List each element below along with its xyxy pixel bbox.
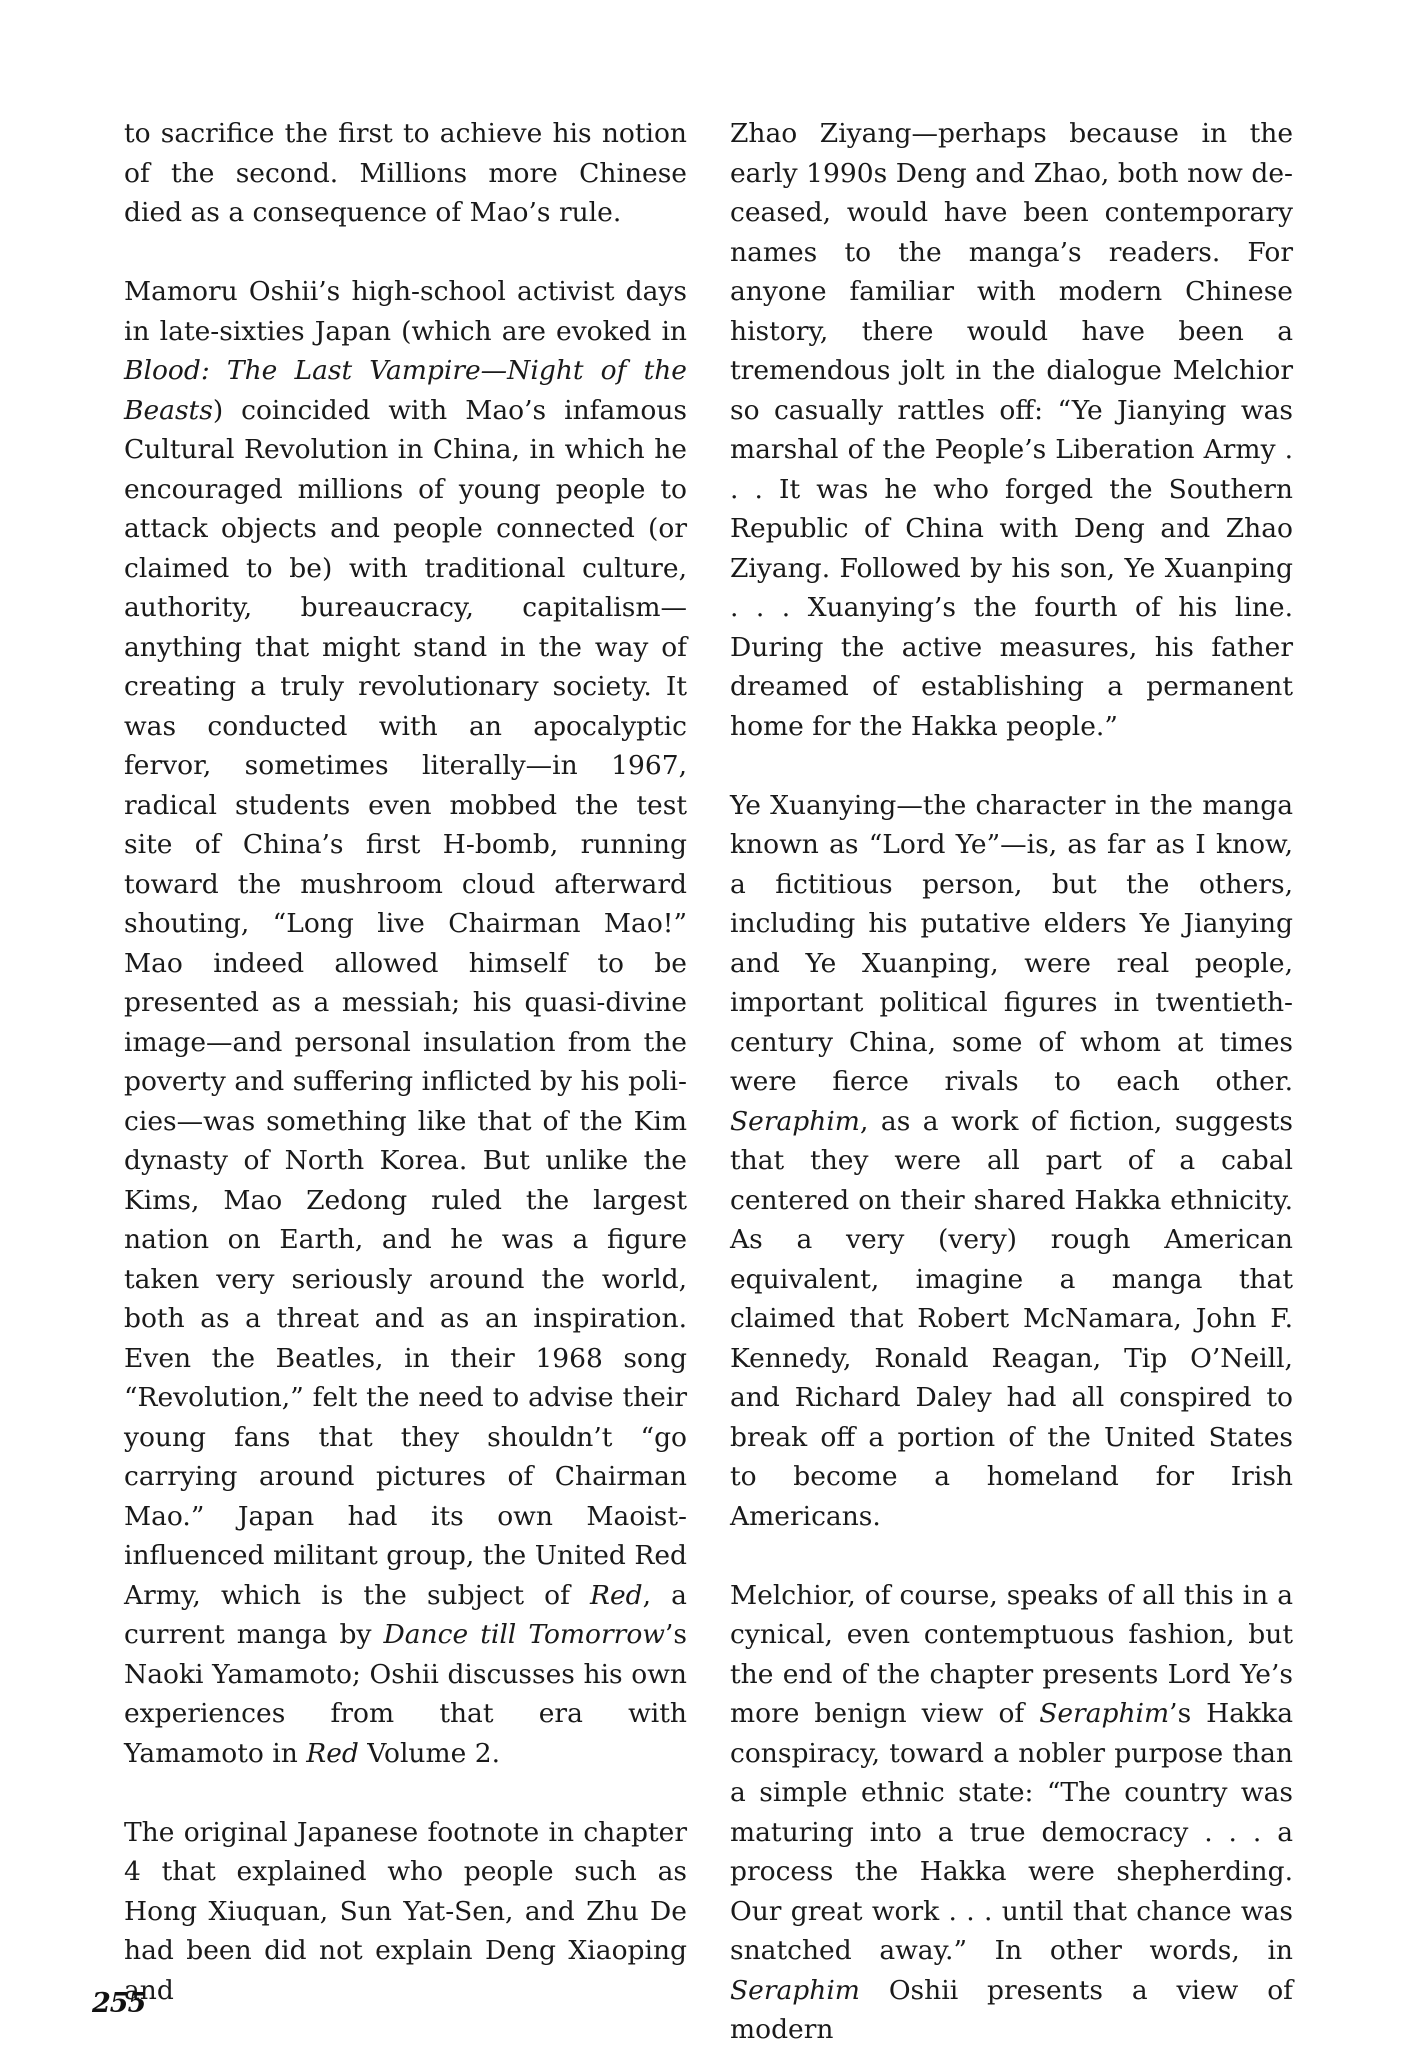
right-paragraph-2 [730, 786, 1293, 1537]
text-segment: Melchior, of course, speaks of all this in a cynical, even contemptuous fashion, but the end of the chapter presents Lord Ye’s more benign view of [730, 1579, 1293, 1729]
text-segment: ’s Naoki Yamamoto; Oshii discusses his own experiences from that era with Yamamoto in [124, 1619, 688, 1769]
text-segment: Volume 2. [358, 1737, 501, 1769]
text-segment: ’s Hakka conspiracy, toward a nobler purpose than a simple ethnic state: “The country was maturing into a true democracy . . . a process the Hakka were shepherding. Our great work . . . until that chance was snatched away.” In other words, in [730, 1698, 1293, 1966]
page-number: 255 [92, 1988, 146, 2019]
text-segment: to sacrifice the first to achieve his notion of the second. Millions more Chinese died as a consequence of Mao’s rule. [124, 118, 687, 228]
text-segment: Ye Xuanying—the character in the manga known as “Lord Ye”—is, as far as I know, a fictitious person, but the others, including his putative elders Ye Jianying and Ye Xuanping, were real people, important political figures in twentieth-century China, some of whom at times were fierce rivals to each other. [730, 789, 1293, 1097]
right-column [730, 114, 1293, 2050]
text-segment: , as a work of fiction, suggests that they were all part of a cabal centered on their shared Hakka ethnicity. As a very (very) rough American equivalent, imagine a manga that claimed that Robert McNamara, John F. Kennedy, Ronald Reagan, Tip O’Neill, and Richard Daley had all conspired to break off a portion of the United States to become a homeland for Irish Americans. [730, 1105, 1293, 1532]
left-paragraph-1 [124, 114, 687, 233]
italic-title: Seraphim [1039, 1698, 1170, 1729]
text-segment: , a current manga by [124, 1579, 687, 1650]
right-paragraph-3 [730, 1576, 1293, 2050]
text-segment: Oshii presents a view of modern [730, 1974, 1293, 2045]
left-paragraph-2 [124, 272, 687, 1773]
left-paragraph-3 [124, 1813, 687, 2011]
text-segment: Mamoru Oshii’s high-school activist days in late-sixties Japan (which are evoked in [124, 276, 687, 347]
italic-title: Blood: The Last Vampire—Night of the Beasts [124, 355, 687, 426]
left-column [124, 114, 687, 2010]
right-paragraph-1 [730, 114, 1293, 746]
italic-title: Seraphim [730, 1974, 860, 2006]
italic-title: Seraphim [730, 1105, 860, 1137]
italic-title: Red [590, 1579, 643, 1611]
italic-title: Dance till Tomorrow [383, 1619, 665, 1650]
text-segment: Zhao Ziyang—perhaps because in the early 1990s Deng and Zhao, both now deceased, would have been contemporary names to the manga’s readers. For anyone familiar with modern Chinese history, there would have been a tremendous jolt in the dialogue Melchior so casually rattles off: “Ye Jianying was marshal of the People’s Liberation Army . . . It was he who forged the Southern Republic of China with Deng and Zhao Ziyang. Followed by his son, Ye Xuanping . . . Xuanying’s the fourth of his line. During the active measures, his father dreamed of establishing a permanent home for the Hakka people.” [730, 118, 1293, 742]
italic-title: Red [306, 1737, 359, 1769]
text-segment: ) coincided with Mao’s infamous Cultural Revolution in China, in which he encouraged millions of young people to attack objects and people connected (or claimed to be) with traditional culture, authority, bureaucracy, capitalism—anything that might stand in the way of creating a truly revolutionary society. It was conducted with an apocalyptic fervor, sometimes literally—in 1967, radical students even mobbed the test site of China’s first H-bomb, running toward the mushroom cloud afterward shouting, “Long live Chairman Mao!” Mao indeed allowed himself to be presented as a messiah; his quasi-divine image—and personal insulation from the poverty and suffering inflicted by his policies—was something like that of the Kim dynasty of North Korea. But unlike the Kims, Mao Zedong ruled the largest nation on Earth, and he was a figure taken very seriously around the world, both as a threat and as an inspiration. Even the Beatles, in their 1968 song “Revolution,” felt the need to advise their young fans that they shouldn’t “go carrying around pictures of Chairman Mao.” Japan had its own Maoist-influenced militant group, the United Red Army, which is the subject of [124, 394, 687, 1611]
text-segment: The original Japanese footnote in chapter 4 that explained who people such as Hong Xiuquan, Sun Yat-Sen, and Zhu De had been did not explain Deng Xiaoping and [124, 1816, 687, 2006]
